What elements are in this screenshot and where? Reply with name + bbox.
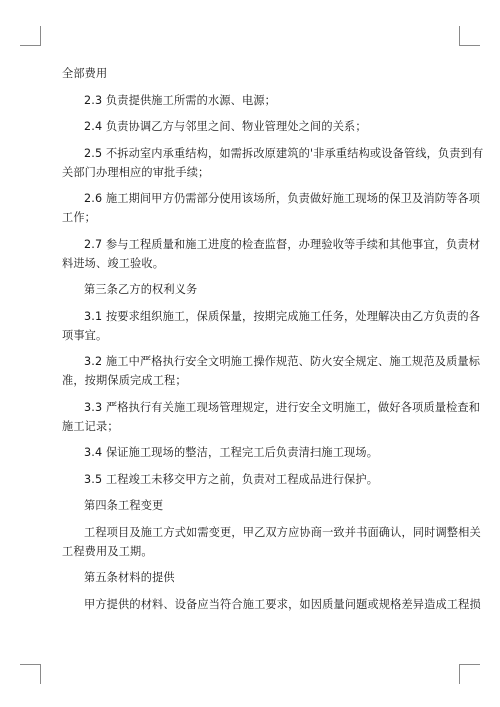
crop-mark-bottom-right-horizontal [459,664,480,665]
text-line: 准，按期保质完成工程； [62,374,187,387]
paragraph-p12 [62,496,442,515]
paragraph-p1 [62,91,442,110]
text-line: 甲方提供的材料、设备应当符合施工要求，如因质量问题或规格差异造成工程损 [84,597,481,611]
paragraph-p7 [62,307,481,345]
crop-mark-bottom-left-horizontal [20,664,41,665]
crop-mark-bottom-left-vertical [40,664,41,684]
text-line: 2.7 参与工程质量和施工进度的检查监督，办理验收等手续和其他事宜，负责材 [84,237,481,251]
text-line: 3.4 保证施工现场的整洁，工程完工后负责清扫施工现场。 [84,446,379,459]
text-line: 3.1 按要求组织施工，保质保量，按期完成施工任务，处理解决由乙方负责的各 [84,309,481,323]
paragraph-p11 [62,470,442,489]
crop-mark-top-left-vertical [40,26,41,46]
text-line: 第三条乙方的权利义务 [84,283,198,296]
text-line: 3.2 施工中严格执行安全文明施工操作规范、防火安全规定、施工规范及质量标 [84,355,481,368]
text-line: 2.6 施工期间甲方仍需部分使用该场所，负责做好施工现场的保卫及消防等各项 [84,192,481,205]
paragraph-p13 [62,523,481,561]
crop-mark-top-right-horizontal [459,45,480,46]
text-line: 第五条材料的提供 [84,571,175,584]
text-line: 施工记录； [62,419,119,433]
paragraph-p15 [62,595,481,614]
text-line: 3.3 严格执行有关施工现场管理规定，进行安全文明施工，做好各项质量检查和 [84,400,481,414]
text-line: 工作； [62,211,97,224]
text-line: 2.4 负责协调乙方与邻里之间、物业管理处之间的关系； [84,120,367,133]
paragraph-p9 [62,398,481,436]
text-line: 第四条工程变更 [84,499,164,512]
paragraph-p10 [62,443,442,462]
text-line: 全部费用 [62,67,108,80]
text-line: 料进场、竣工验收。 [62,256,165,270]
paragraph-p14 [62,568,442,587]
text-line: 3.5 工程竣工未移交甲方之前，负责对工程成品进行保护。 [84,472,379,486]
crop-mark-top-right-vertical [459,26,460,46]
paragraph-p8 [62,352,481,390]
paragraph-p5 [62,235,481,273]
document-body [62,64,484,621]
text-line: 工程费用及工期。 [62,544,153,558]
text-line: 2.3 负责提供施工所需的水源、电源； [84,93,277,107]
paragraph-p2 [62,117,442,136]
text-line: 工程项目及施工方式如需变更，甲乙双方应协商一致并书面确认，同时调整相关 [84,525,481,539]
text-line: 项事宜。 [62,328,108,342]
paragraph-p6 [62,280,442,299]
crop-mark-bottom-right-vertical [459,664,460,684]
crop-mark-top-left-horizontal [20,45,41,46]
paragraph-p0 [62,64,442,83]
paragraph-p3 [62,144,484,182]
paragraph-p4 [62,189,481,227]
text-line: 关部门办理相应的审批手续； [62,165,210,179]
text-line: 2.5 不拆动室内承重结构，如需拆改原建筑的'非承重结构或设备管线，负责到有 [84,146,484,160]
